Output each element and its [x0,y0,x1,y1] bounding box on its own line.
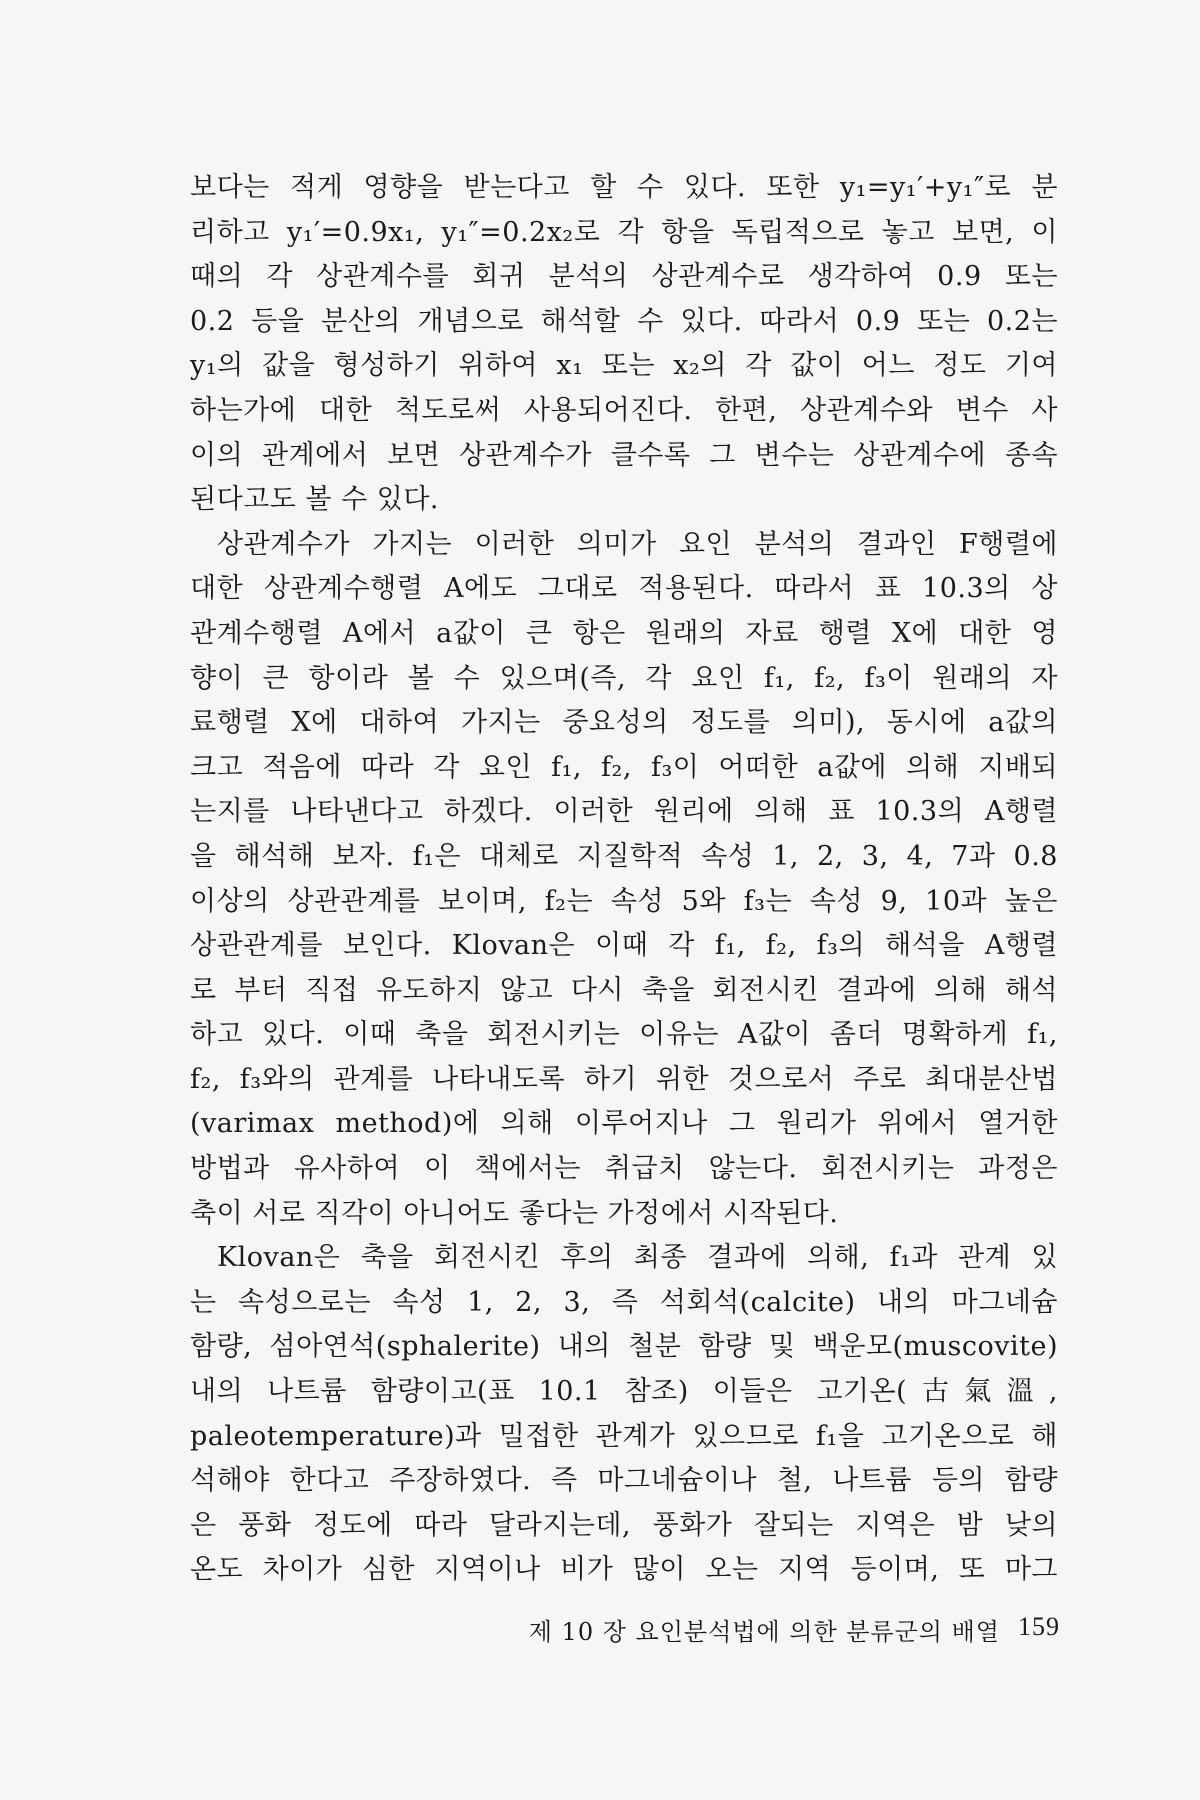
text-line: 0.2 등을 분산의 개념으로 해석할 수 있다. 따라서 0.9 또는 0.2는 [190,305,1058,337]
text-line: 는 속성으로는 속성 1, 2, 3, 즉 석회석(calcite) 내의 마그네슘 [190,1286,1058,1318]
page-number: 159 [1018,1612,1060,1641]
text-line: 석해야 한다고 주장하였다. 즉 마그네슘이나 철, 나트륨 등의 함량 [190,1465,1058,1497]
text-line: Klovan은 축을 회전시킨 후의 최종 결과에 의해, f₁과 관계 있 [217,1242,1058,1274]
body-text [190,166,1058,1593]
text-line: 이의 관계에서 보면 상관계수가 클수록 그 변수는 상관계수에 종속 [190,439,1058,471]
text-line: 상관계수가 가지는 이러한 의미가 요인 분석의 결과인 F행렬에 [217,528,1058,560]
text-line: 로 부터 직접 유도하지 않고 다시 축을 회전시킨 결과에 의해 해석 [190,974,1058,1006]
text-line: paleotemperature)과 밀접한 관계가 있으므로 f₁을 고기온으로 해 [190,1420,1058,1452]
text-line: 온도 차이가 심한 지역이나 비가 많이 오는 지역 등이며, 또 마그 [190,1554,1058,1586]
text-line: 리하고 y₁′=0.9x₁, y₁″=0.2x₂로 각 항을 독립적으로 놓고 보면, 이 [190,216,1058,248]
text-line: 상관관계를 보인다. Klovan은 이때 각 f₁, f₂, f₃의 해석을 A행렬 [190,930,1058,962]
chapter-title: 제 10 장 요인분석법에 의한 분류군의 배열 [528,1618,1000,1646]
text-line: 는지를 나타낸다고 하겠다. 이러한 원리에 의해 표 10.3의 A행렬 [190,796,1058,828]
text-line: 이상의 상관관계를 보이며, f₂는 속성 5와 f₃는 속성 9, 10과 높은 [190,885,1058,917]
paragraph-2 [190,523,1058,1237]
text-line: 된다고도 볼 수 있다. [190,484,439,516]
text-line: 향이 큰 항이라 볼 수 있으며(즉, 각 요인 f₁, f₂, f₃이 원래의 자 [190,662,1058,694]
text-line: 관계수행렬 A에서 a값이 큰 항은 원래의 자료 행렬 X에 대한 영 [190,617,1058,649]
text-line: 방법과 유사하여 이 책에서는 취급치 않는다. 회전시키는 과정은 [190,1153,1058,1185]
text-line: 하고 있다. 이때 축을 회전시키는 이유는 A값이 좀더 명확하게 f₁, [190,1019,1058,1051]
text-line: 을 해석해 보자. f₁은 대체로 지질학적 속성 1, 2, 3, 4, 7과 0.8 [190,840,1058,872]
text-line: 크고 적음에 따라 각 요인 f₁, f₂, f₃이 어떠한 a값에 의해 지배되 [190,751,1058,783]
text-line: 대한 상관계수행렬 A에도 그대로 적용된다. 따라서 표 10.3의 상 [190,573,1058,605]
text-line: (varimax method)에 의해 이루어지나 그 원리가 위에서 열거한 [190,1108,1058,1140]
text-line: 내의 나트륨 함량이고(표 10.1 참조) 이들은 고기온(古氣溫, [190,1376,1058,1408]
text-line: 은 풍화 정도에 따라 달라지는데, 풍화가 잘되는 지역은 밤 낮의 [190,1509,1058,1541]
text-line: 때의 각 상관계수를 회귀 분석의 상관계수로 생각하여 0.9 또는 [190,261,1058,293]
paragraph-1 [190,166,1058,523]
text-line: 함량, 섬아연석(sphalerite) 내의 철분 함량 및 백운모(muscovite) [190,1331,1058,1363]
text-line: 료행렬 X에 대하여 가지는 중요성의 정도를 의미), 동시에 a값의 [190,707,1058,739]
text-line: f₂, f₃와의 관계를 나타내도록 하기 위한 것으로서 주로 최대분산법 [190,1063,1058,1095]
text-line: y₁의 값을 형성하기 위하여 x₁ 또는 x₂의 각 값이 어느 정도 기여 [190,350,1058,382]
text-line: 축이 서로 직각이 아니어도 좋다는 가정에서 시작된다. [190,1197,839,1229]
paragraph-3 [190,1236,1058,1593]
running-footer [440,1612,1060,1647]
text-line: 하는가에 대한 척도로써 사용되어진다. 한편, 상관계수와 변수 사 [190,394,1058,426]
text-line: 보다는 적게 영향을 받는다고 할 수 있다. 또한 y₁=y₁′+y₁″로 분 [190,172,1058,203]
